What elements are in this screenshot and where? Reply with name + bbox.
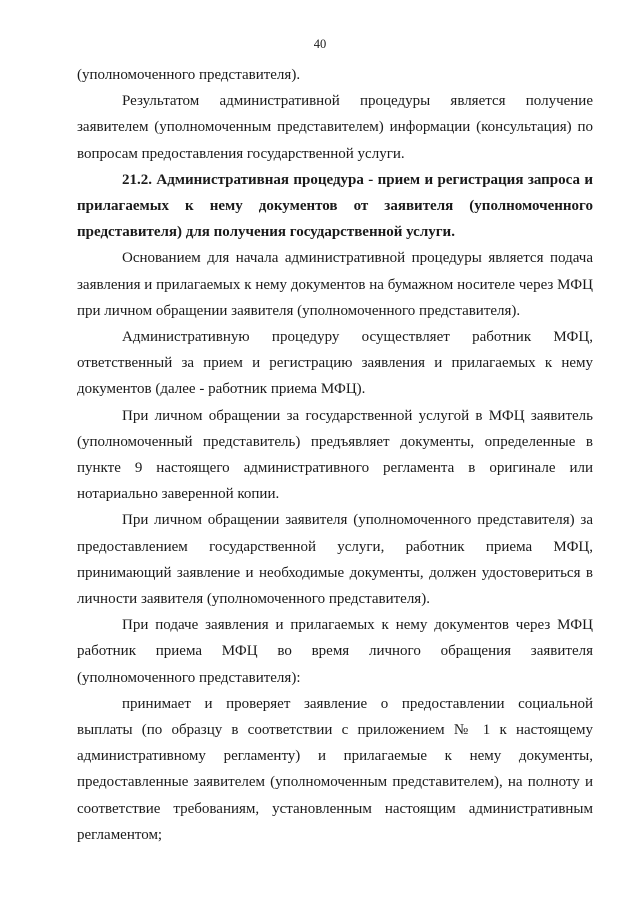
paragraph-basis: Основанием для начала административной процедуры является подача заявления и прилагаемых к нему документов на бумажном носителе через МФЦ при личном обращении заявителя (уполномоченного представителя). bbox=[77, 250, 593, 319]
paragraph-documents: При личном обращении за государственной услугой в МФЦ заявитель (уполномоченный представитель) предъявляет документы, определенные в пункте 9 настоящего административного регламента в оригинале или нотариально заверенной копии. bbox=[77, 407, 593, 503]
page-number: 40 bbox=[313, 37, 327, 51]
paragraph-result: Результатом административной процедуры является получение заявителем (уполномоченным представителем) информации (консультация) по вопросам предоставления государственной услуги. bbox=[77, 93, 593, 162]
paragraph-acceptance: принимает и проверяет заявление о предоставлении социальной выплаты (по образцу в соответствии с приложением № 1 к настоящему административному регламенту) и прилагаемые к нему документы, предоставленные заявителем (уполномоченным представителем), на полноту и соответствие требованиям, установленным настоящим административным регламентом; bbox=[77, 695, 593, 843]
paragraph-identity: При личном обращении заявителя (уполномоченного представителя) за предоставлением государственной услуги, работник приема МФЦ, принимающий заявление и необходимые документы, должен удостовериться в личности заявителя (уполномоченного представителя). bbox=[77, 512, 593, 608]
section-heading: 21.2. Административная процедура - прием и регистрация запроса и прилагаемых к нему документов от заявителя (уполномоченного представителя) для получения государственной услуги. bbox=[77, 171, 593, 241]
paragraph-submission: При подаче заявления и прилагаемых к нему документов через МФЦ работник приема МФЦ во время личного обращения заявителя (уполномоченного представителя): bbox=[77, 617, 593, 686]
paragraph-performer: Административную процедуру осуществляет работник МФЦ, ответственный за прием и регистрацию заявления и прилагаемых к нему документов (далее - работник приема МФЦ). bbox=[77, 329, 593, 398]
paragraph-continuation: (уполномоченного представителя). bbox=[77, 67, 301, 83]
document-body bbox=[77, 62, 593, 848]
